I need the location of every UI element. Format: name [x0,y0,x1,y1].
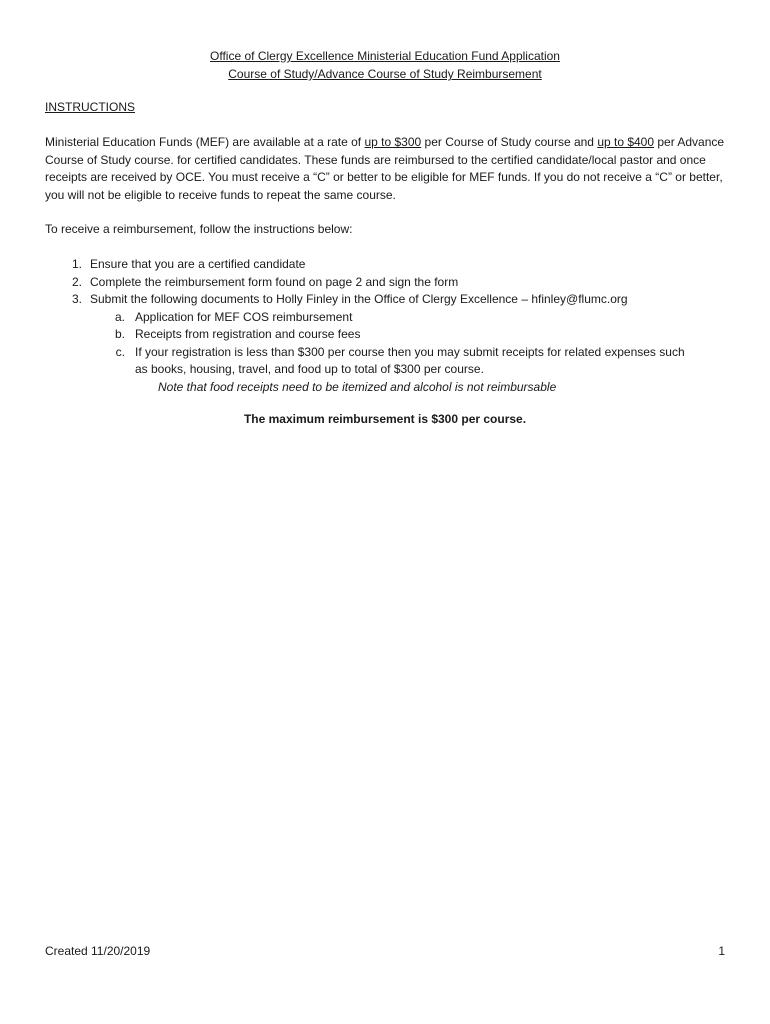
intro-text-3: per Advance Course of Study course. for certified candidates. These funds are reimbursed to the certified candidate/local pastor and once receipts are received by OCE. You must receive a “C” or better to be eligible for MEF funds. If you do not receive a “C” or better, you will not be eligible to receive funds to repeat the same course. [45,135,725,202]
intro-amount-cos: up to $300 [364,135,422,149]
substeps-list [90,309,725,397]
instructions-heading: INSTRUCTIONS [45,100,135,114]
substep-text: If your registration is less than $300 per course then you may submit receipts for related expenses such as books, housing, travel, and food up to total of $300 per course. [135,344,685,376]
substep-letter: a. [114,309,125,324]
intro-text-1: Ministerial Education Funds (MEF) are available at a rate of [45,135,365,149]
substep-text: Receipts from registration and course fees [135,327,361,341]
step-text: Complete the reimbursement form found on page 2 and sign the form [90,274,459,289]
list-item [45,256,725,274]
intro-paragraph [45,134,725,204]
document-title [0,47,770,83]
step-text: Submit the following documents to Holly Finley in the Office of Clergy Excellence – hfinley@flumc.org [90,292,628,306]
created-date: Created 11/20/2019 [45,944,151,958]
step-number: 1. [71,257,82,271]
substep-letter: b. [114,327,125,341]
step-number: 3. [71,292,82,306]
page-number: 1 [718,944,725,958]
list-item [90,344,725,379]
max-reimbursement-statement: The maximum reimbursement is $300 per course. [243,412,527,426]
substep-text: Application for MEF COS reimbursement [135,309,353,324]
steps-list [45,256,725,396]
step-text: Ensure that you are a certified candidate [90,257,306,271]
step-number: 2. [71,274,82,289]
title-line-1: Office of Clergy Excellence Ministerial Education Fund Application [210,49,560,63]
food-receipts-note: Note that food receipts need to be itemized and alcohol is not reimbursable [158,379,557,394]
list-item [45,274,725,292]
intro-amount-acos: up to $400 [597,135,655,149]
list-item [90,326,725,344]
lead-in-text: To receive a reimbursement, follow the instructions below: [45,222,353,236]
list-item [45,291,725,309]
substep-letter: c. [115,344,125,359]
list-item [90,309,725,327]
intro-text-2: per Course of Study course and [421,135,598,149]
title-line-2: Course of Study/Advance Course of Study Reimbursement [228,67,542,81]
